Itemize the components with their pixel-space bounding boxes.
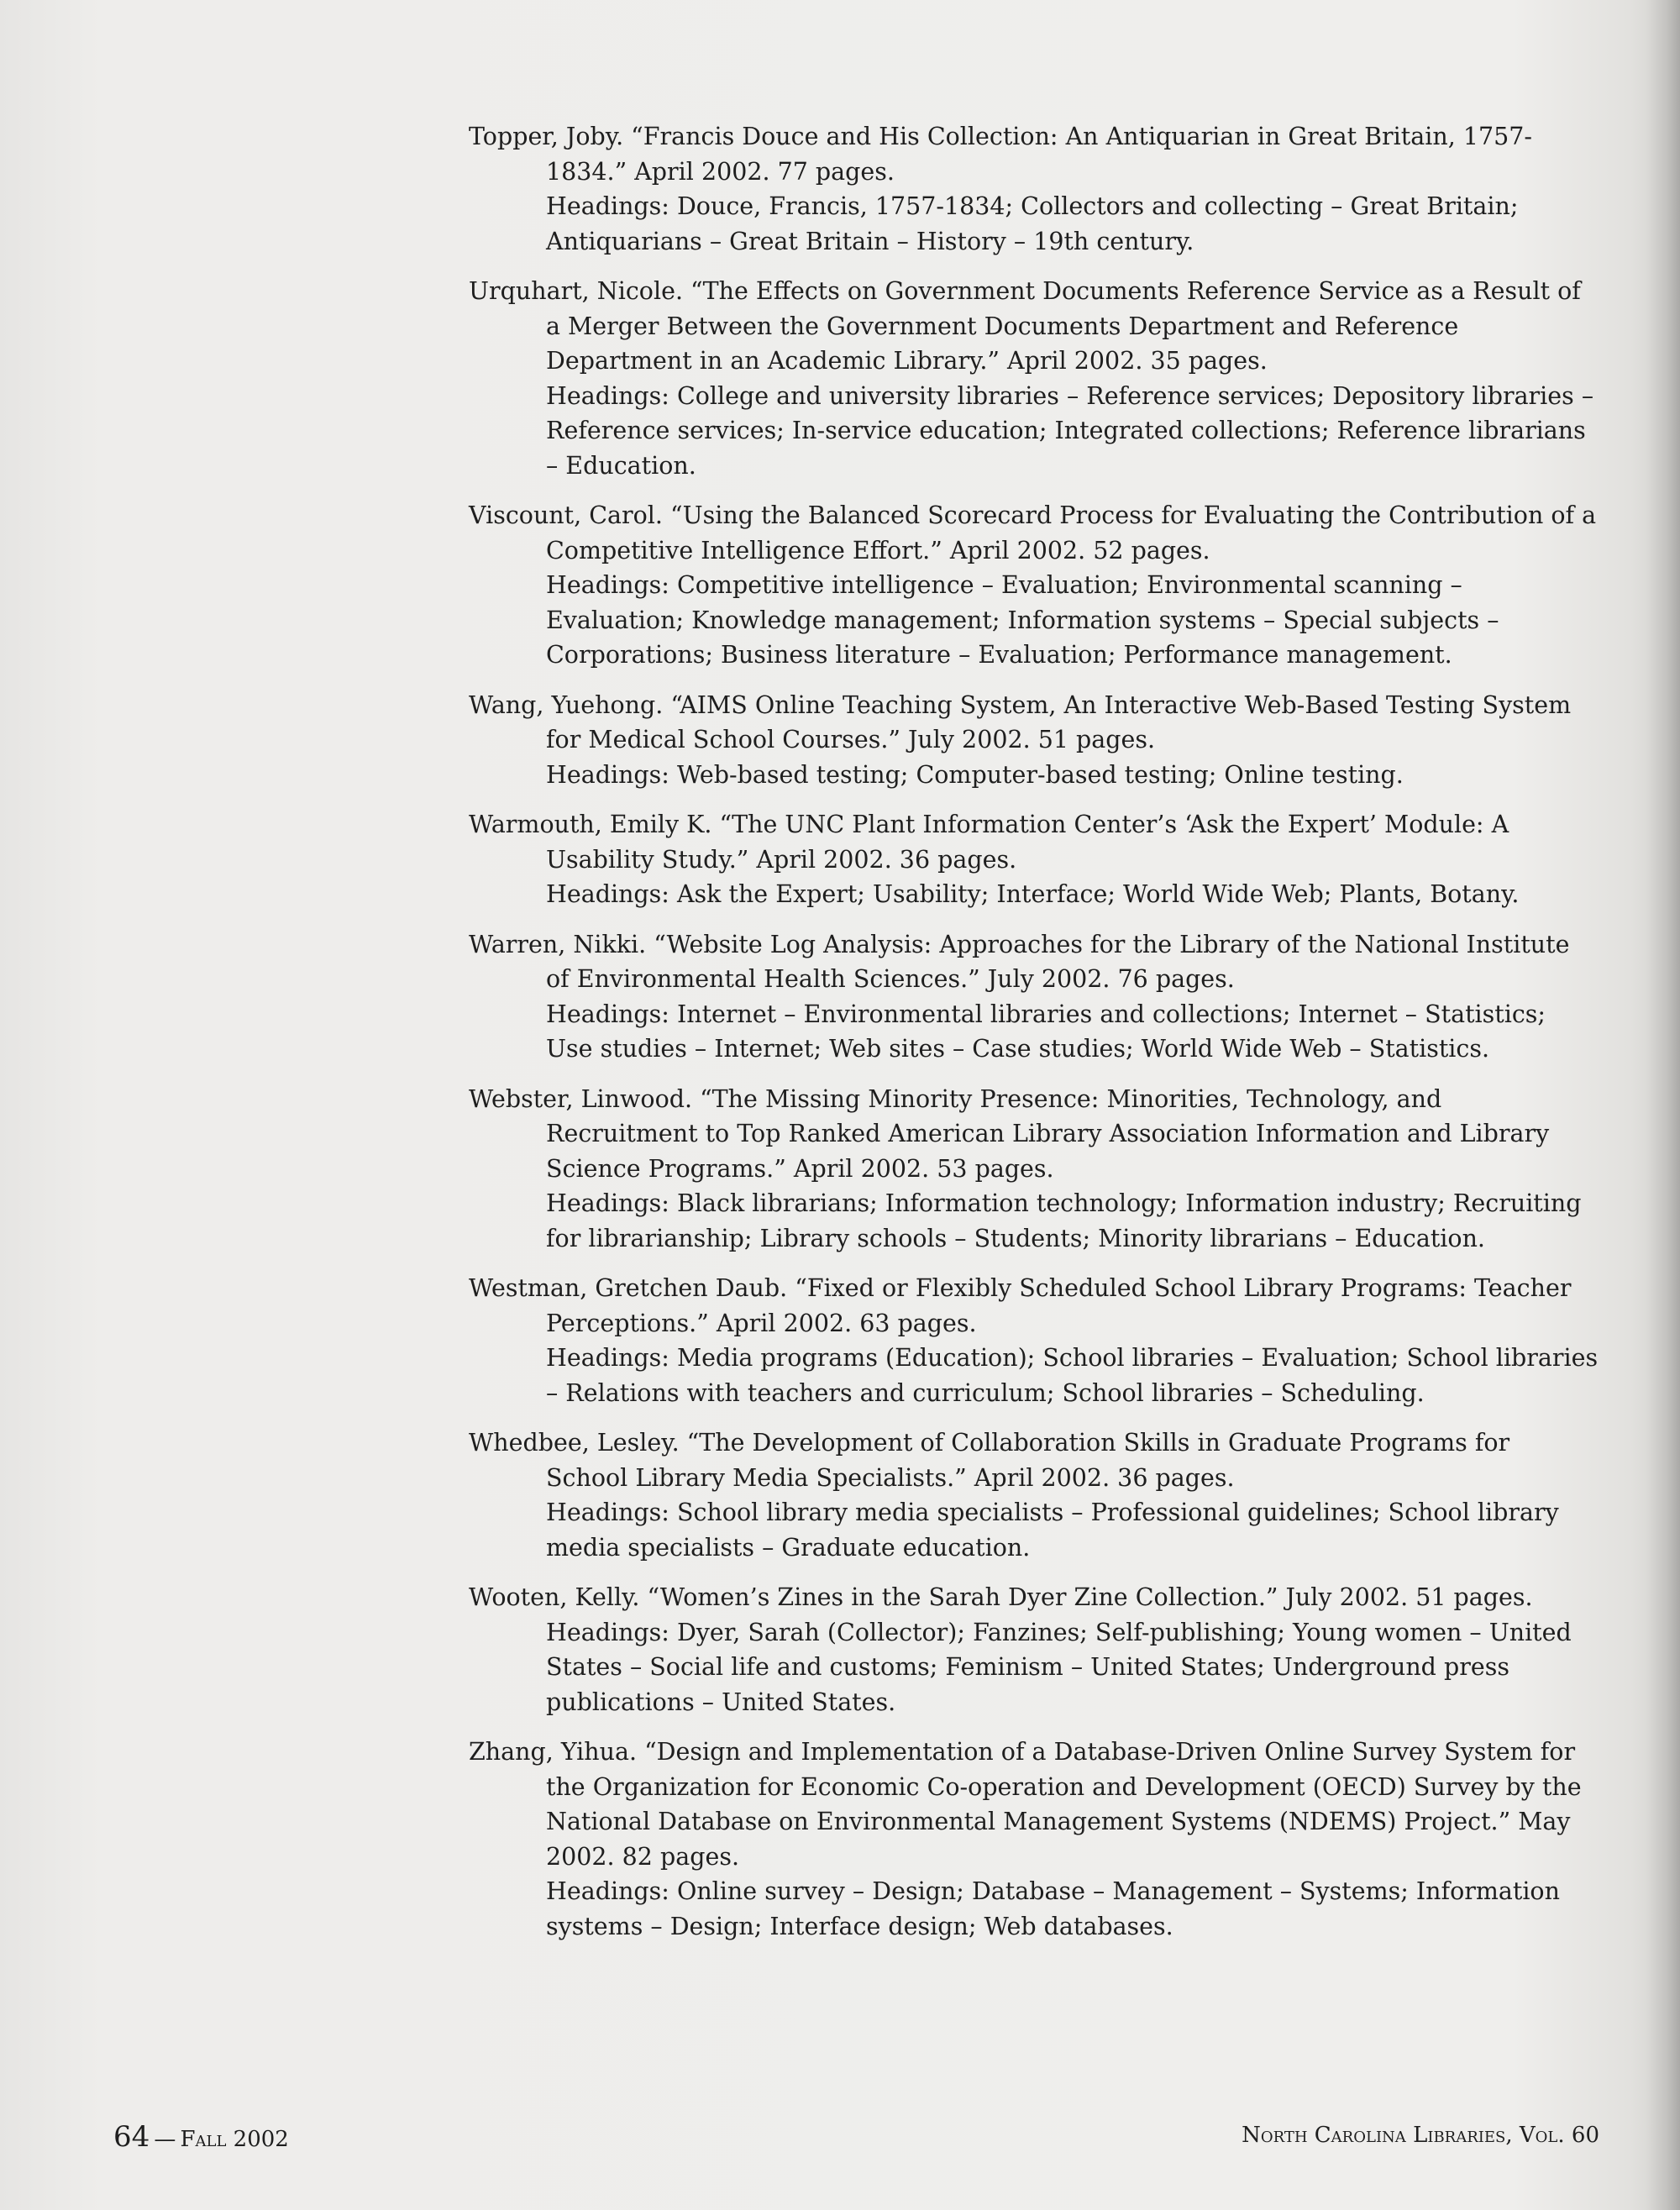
gutter-shadow [1646,0,1680,2210]
entry-headings: Headings: Internet – Environmental libraries and collections; Internet – Statistics; Use studies – Internet; Web sites – Case studies; World Wide Web – Statistics. [546,1000,1546,1063]
entry-warren [469,927,1599,1067]
entry-headings: Headings: Ask the Expert; Usability; Interface; World Wide Web; Plants, Botany. [546,880,1520,908]
entry-citation: Warren, Nikki. “Website Log Analysis: Approaches for the Library of the National Institute of Environmental Health Sciences.” July 2002. 76 pages. [469,930,1570,993]
entry-webster [469,1082,1599,1257]
entry-headings: Headings: College and university libraries – Reference services; Depository libraries – Reference services; In-service education; Integrated collections; Reference librarians – Education. [546,381,1594,480]
entry-warmouth [469,807,1599,912]
entry-headings: Headings: Online survey – Design; Database – Management – Systems; Information systems – Design; Interface design; Web databases. [546,1877,1560,1940]
entry-whedbee [469,1425,1599,1565]
entry-headings: Headings: Black librarians; Information technology; Information industry; Recruiting for librarianship; Library schools – Students; Minority librarians – Education. [546,1189,1582,1252]
entry-urquhart [469,274,1599,483]
entry-citation: Wang, Yuehong. “AIMS Online Teaching System, An Interactive Web-Based Testing System for Medical School Courses.” July 2002. 51 pages. [469,690,1572,753]
footer-season: Fall 2002 [180,2127,289,2152]
entry-viscount [469,498,1599,673]
entry-headings: Headings: School library media specialists – Professional guidelines; School library media specialists – Graduate education. [546,1499,1559,1562]
entry-wang [469,688,1599,793]
entry-headings: Headings: Dyer, Sarah (Collector); Fanzines; Self-publishing; Young women – United States – Social life and customs; Feminism – United States; Underground press publications – United States. [546,1618,1572,1716]
entry-citation: Whedbee, Lesley. “The Development of Collaboration Skills in Graduate Programs for School Library Media Specialists.” April 2002. 36 pages. [469,1429,1510,1492]
footer-journal: North Carolina Libraries, Vol. 60 [1242,2123,1599,2148]
entry-headings: Headings: Media programs (Education); School libraries – Evaluation; School libraries – Relations with teachers and curriculum; School libraries – Scheduling. [546,1344,1599,1407]
page-number: 64 [113,2120,150,2154]
entry-citation: Wooten, Kelly. “Women’s Zines in the Sarah Dyer Zine Collection.” July 2002. 51 pages. [469,1583,1533,1611]
entry-citation: Warmouth, Emily K. “The UNC Plant Information Center’s ‘Ask the Expert’ Module: A Usability Study.” April 2002. 36 pages. [469,811,1509,874]
entry-wooten [469,1580,1599,1719]
entry-citation: Webster, Linwood. “The Missing Minority Presence: Minorities, Technology, and Recruitment to Top Ranked American Library Association Information and Library Science Programs.” April 2002. 53 pages. [469,1084,1550,1183]
entry-topper [469,119,1599,259]
footer-left [113,2120,289,2154]
entry-westman [469,1271,1599,1410]
entry-citation: Topper, Joby. “Francis Douce and His Collection: An Antiquarian in Great Britain, 1757-1834.” April 2002. 77 pages. [469,123,1532,186]
footer-dash: — [154,2127,176,2152]
entry-zhang [469,1735,1599,1944]
bibliography-list [469,119,1599,1959]
entry-citation: Urquhart, Nicole. “The Effects on Government Documents Reference Service as a Result of a Merger Between the Government Documents Department and Reference Department in an Academic Library.” April 2002. 35 pages. [469,277,1581,375]
entry-headings: Headings: Douce, Francis, 1757-1834; Collectors and collecting – Great Britain; Antiquarians – Great Britain – History – 19th century. [546,192,1519,255]
entry-citation: Viscount, Carol. “Using the Balanced Scorecard Process for Evaluating the Contribution of a Competitive Intelligence Effort.” April 2002. 52 pages. [469,501,1597,564]
entry-citation: Zhang, Yihua. “Design and Implementation of a Database-Driven Online Survey System for the Organization for Economic Co-operation and Development (OECD) Survey by the National Database on Environmental Management Systems (NDEMS) Project.” May 2002. 82 pages. [469,1738,1582,1871]
entry-citation: Westman, Gretchen Daub. “Fixed or Flexibly Scheduled School Library Programs: Teacher Perceptions.” April 2002. 63 pages. [469,1274,1572,1337]
entry-headings: Headings: Web-based testing; Computer-based testing; Online testing. [546,760,1404,789]
entry-headings: Headings: Competitive intelligence – Evaluation; Environmental scanning – Evaluation; Knowledge management; Information systems – Special subjects – Corporations; Business literature – Evaluation; Performance management. [546,571,1499,669]
